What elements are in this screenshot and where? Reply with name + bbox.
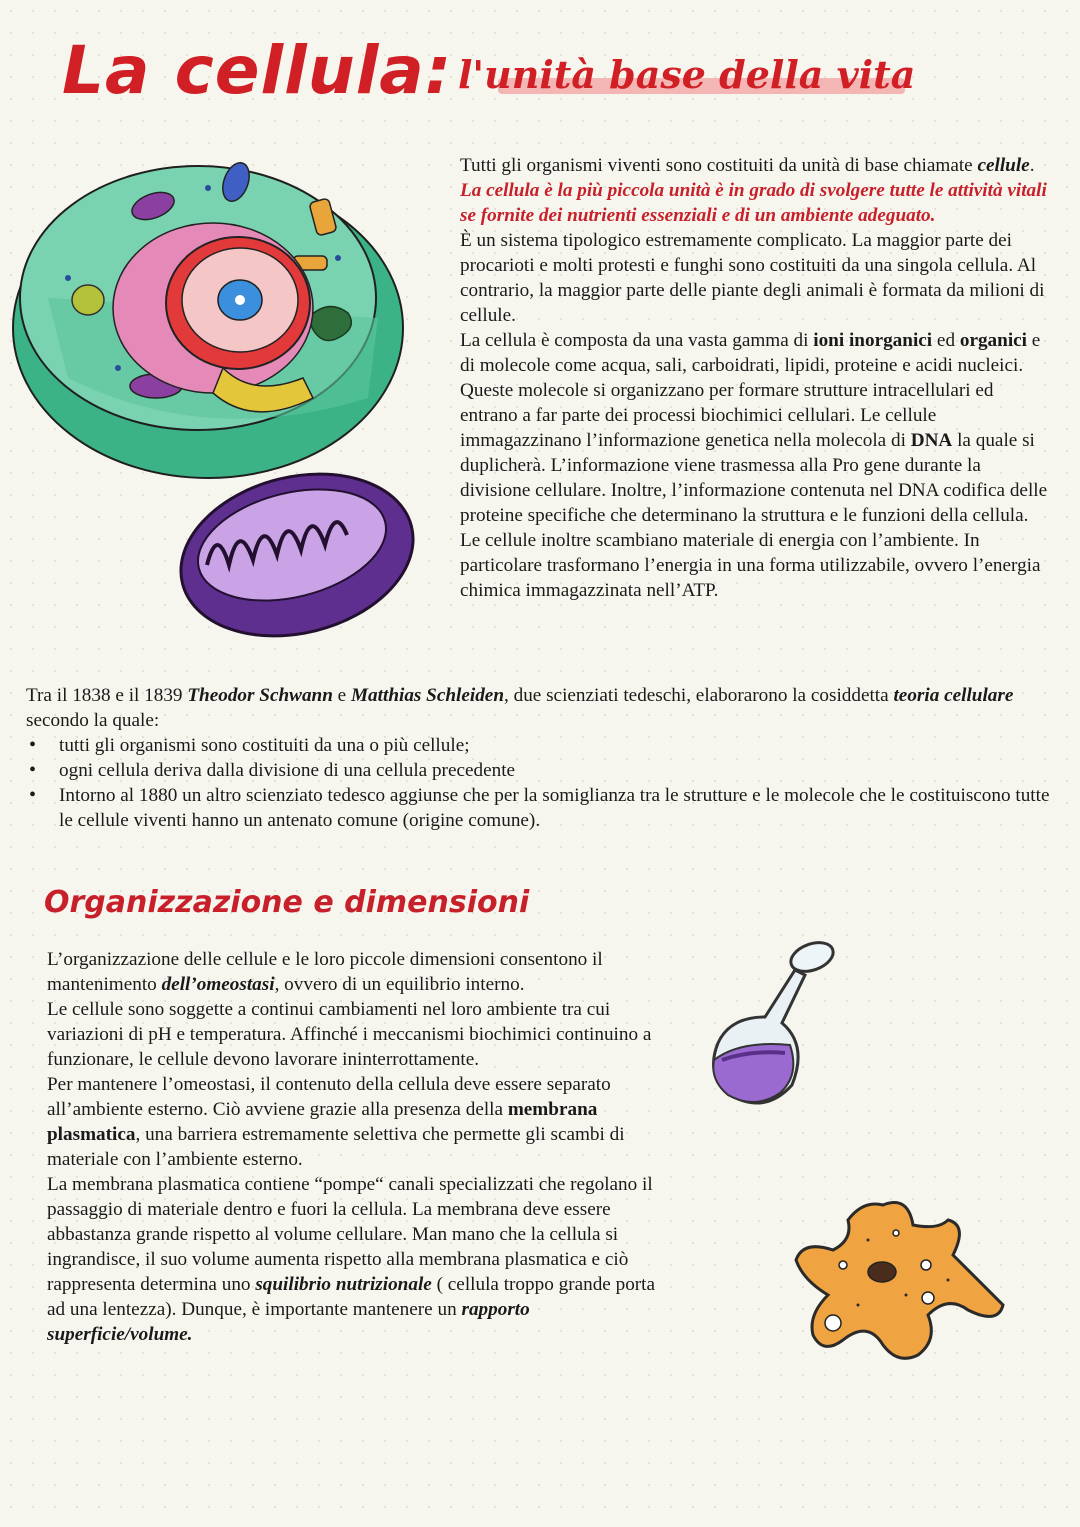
section-text: ( cellula troppo grande porta ad una lentezza). Dunque, è importante mantenere un bbox=[47, 1274, 656, 1320]
organization-section bbox=[47, 947, 667, 1347]
section-title: Organizzazione e dimensioni bbox=[44, 885, 530, 920]
intro-text: . bbox=[1029, 155, 1035, 176]
flask-illustration bbox=[700, 935, 850, 1115]
intro-text: e di molecole come acqua, sali, carboidrati, lipidi, proteine e acidi nucleici. Queste molecole si organizzano per formare strutture intracellulari ed entrano a far parte dei processi biochimici cellulari. Le cellule immagazzinano l’informazione genetica nella molecola di bbox=[460, 330, 1041, 451]
scientist-name: Matthias Schleiden bbox=[351, 685, 504, 706]
theory-text: Tra il 1838 e il 1839 bbox=[26, 685, 188, 706]
title-main-text: La cellula bbox=[62, 32, 425, 109]
mitochondrion-illustration bbox=[172, 455, 422, 655]
title-colon: : bbox=[424, 32, 453, 109]
list-item: • Intorno al 1880 un altro scienziato tedesco aggiunse che per la somiglianza tra le strutture e le molecole che le costituiscono tutte le cellule viventi hanno un antenato comune (origine comune). bbox=[59, 783, 1056, 833]
intro-paragraph: Le cellule inoltre scambiano materiale di energia con l’ambiente. In particolare trasformano l’energia in una forma utilizzabile, ovvero l’energia chimica immagazzinata nell’ATP. bbox=[460, 530, 1041, 601]
intro-text: Tutti gli organismi viventi sono costituiti da unità di base chiamate bbox=[460, 155, 978, 176]
intro-paragraph: È un sistema tipologico estremamente complicato. La maggior parte dei procarioti e molti protesti e funghi sono costituiti da una singola cellula. Al contrario, la maggior parte delle piante degli animali è formata da milioni di cellule. bbox=[460, 230, 1045, 326]
page-subtitle bbox=[458, 52, 916, 97]
section-paragraph bbox=[47, 1072, 667, 1172]
section-paragraph: Le cellule sono soggette a continui cambiamenti nel loro ambiente tra cui variazioni di pH e temperatura. Affinché i meccanismi biochimici continuino a funzionare, le cellule devono lavorare ininterrottamente. bbox=[47, 999, 652, 1070]
intro-keyword: organici bbox=[959, 330, 1027, 351]
section-text: , una barriera estremamente selettiva che permette gli scambi di materiale con l’ambiente esterno. bbox=[47, 1124, 625, 1170]
theory-term: teoria cellulare bbox=[893, 685, 1014, 706]
subtitle-text: l'unità base della vita bbox=[458, 52, 916, 97]
theory-list bbox=[26, 733, 1056, 833]
animal-cell-illustration bbox=[8, 128, 448, 488]
page-title bbox=[62, 32, 453, 109]
intro-keyword: DNA bbox=[910, 430, 953, 451]
intro-paragraph bbox=[460, 153, 1050, 228]
intro-text: La cellula è composta da una vasta gamma di bbox=[460, 330, 814, 351]
intro-text: ed bbox=[932, 330, 960, 351]
section-keyword: squilibrio nutrizionale bbox=[255, 1274, 432, 1295]
section-text: , ovvero di un equilibrio interno. bbox=[274, 974, 525, 995]
section-paragraph bbox=[47, 1172, 667, 1347]
cell-theory-section bbox=[26, 683, 1056, 833]
list-item: • ogni cellula deriva dalla divisione di una cellula precedente bbox=[59, 758, 1056, 783]
intro-section bbox=[460, 153, 1050, 603]
section-paragraph bbox=[47, 947, 667, 997]
intro-keyword: ioni inorganici bbox=[813, 330, 933, 351]
section-keyword: membrana plasmatica bbox=[47, 1099, 598, 1145]
intro-paragraph bbox=[460, 328, 1050, 528]
section-text: L’organizzazione delle cellule e le loro piccole dimensioni consentono il mantenimento bbox=[47, 949, 603, 995]
intro-text: la quale si duplicherà. L’informazione viene trasmessa alla Pro gene durante la divisione cellulare. Inoltre, l’informazione contenuta nel DNA codifica delle proteine specifiche che determinano la struttura e le funzioni della cellula. bbox=[460, 430, 1048, 526]
intro-keyword: cellule bbox=[977, 155, 1030, 176]
theory-text: secondo la quale: bbox=[26, 710, 160, 731]
section-keyword: rapporto superficie/volume. bbox=[47, 1299, 530, 1345]
amoeba-illustration bbox=[788, 1195, 1008, 1370]
theory-paragraph bbox=[26, 683, 1056, 733]
theory-text: e bbox=[332, 685, 351, 706]
section-text: La membrana plasmatica contiene “pompe“ canali specializzati che regolano il passaggio di materiale dentro e fuori la cellula. La membrana deve essere abbastanza grande rispetto al volume cellulare. Man mano che la cellula si ingrandisce, il suo volume aumenta rispetto alla membrana plasmatica e ciò rappresenta determina uno bbox=[47, 1174, 653, 1295]
scientist-name: Theodor Schwann bbox=[187, 685, 333, 706]
section-text: Per mantenere l’omeostasi, il contenuto della cellula deve essere separato all’ambiente esterno. Ciò avviene grazie alla presenza della bbox=[47, 1074, 611, 1120]
theory-text: , due scienziati tedeschi, elaborarono la cosiddetta bbox=[504, 685, 894, 706]
list-item: • tutti gli organismi sono costituiti da una o più cellule; bbox=[59, 733, 1056, 758]
intro-definition: La cellula è la più piccola unità è in grado di svolgere tutte le attività vitali se fornite dei nutrienti essenziali e di un ambiente adeguato. bbox=[460, 180, 1047, 226]
section-keyword: dell’omeostasi bbox=[161, 974, 275, 995]
